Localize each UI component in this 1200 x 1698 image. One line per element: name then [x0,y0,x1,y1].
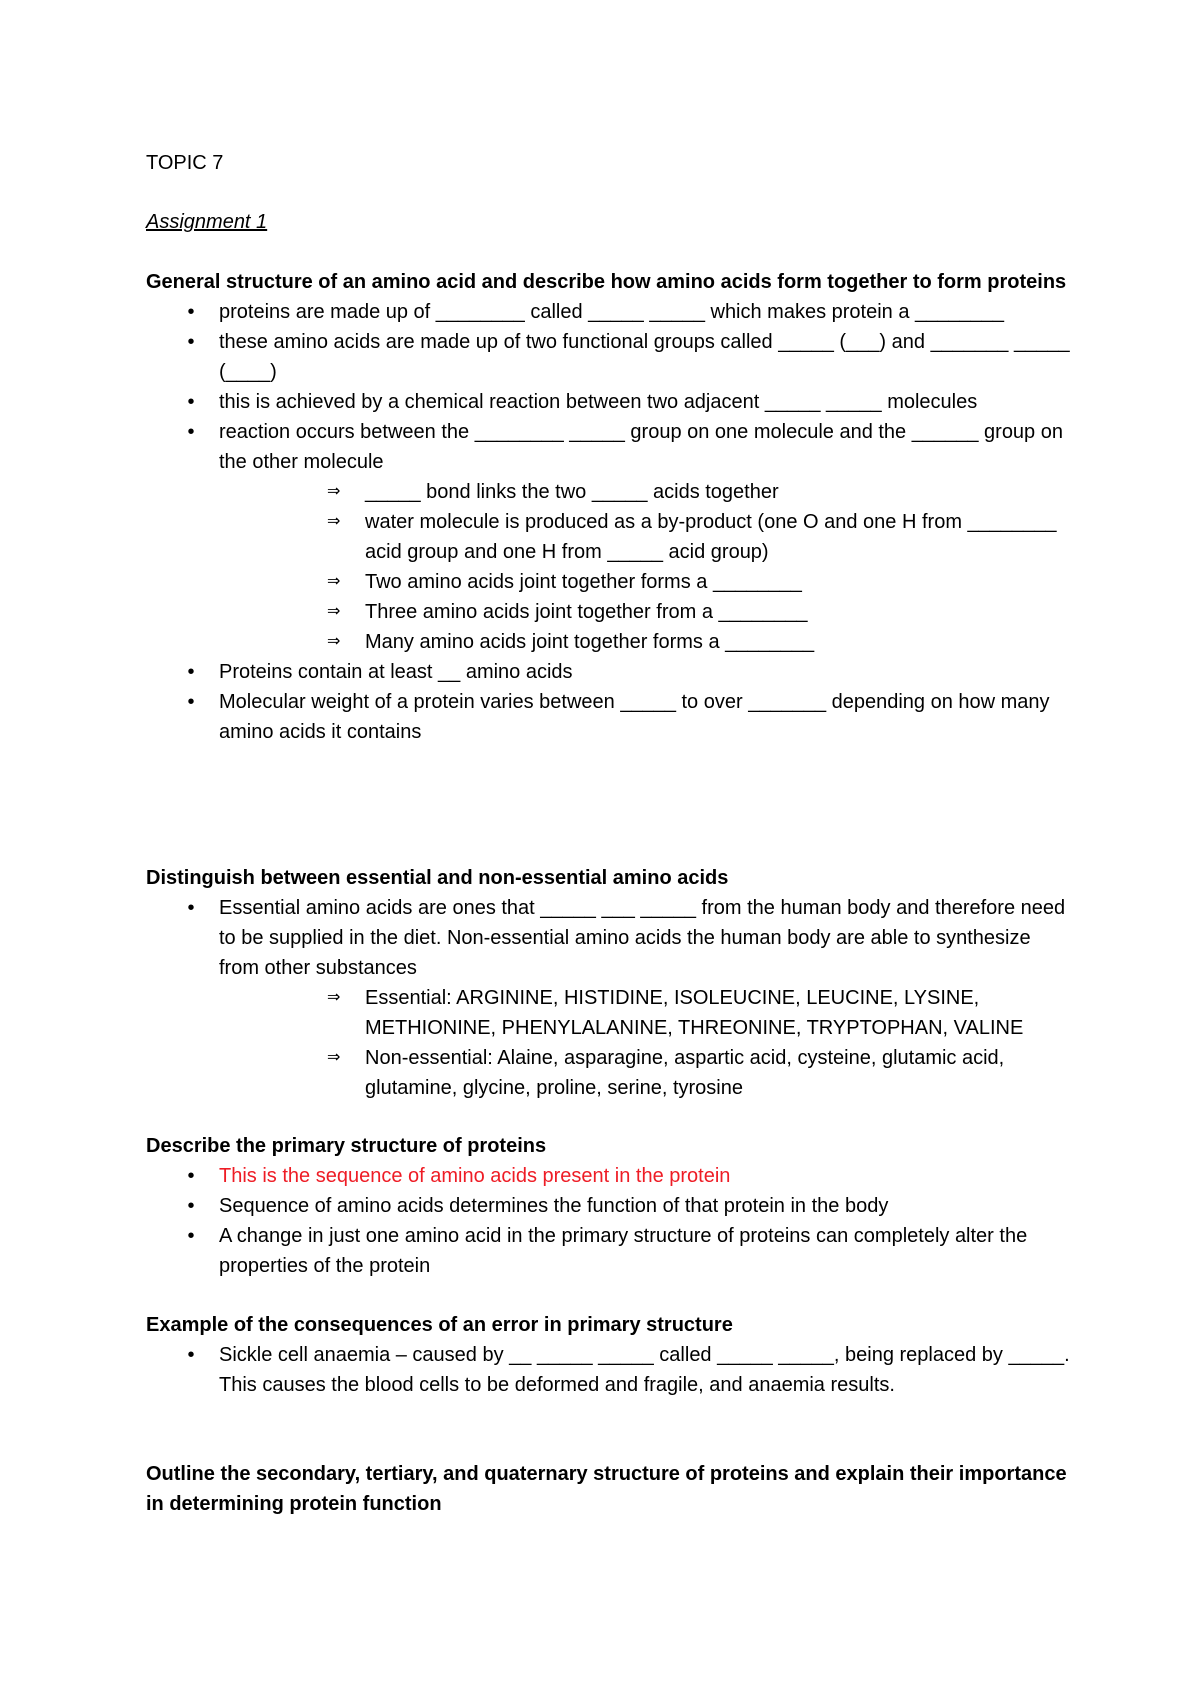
section-primary-structure [146,1131,1076,1281]
arrow-icon: ⇒ [327,989,341,1006]
bullet-icon: • [187,897,195,919]
sub-list-item-text: Essential: ARGININE, HISTIDINE, ISOLEUCINE, LEUCINE, LYSINE, METHIONINE, PHENYLALANINE, THREONINE, TRYPTOPHAN, VALINE [365,987,1024,1039]
list-item-text: A change in just one amino acid in the primary structure of proteins can completely alter the properties of the protein [219,1225,1028,1277]
bullet-icon: • [187,1195,195,1217]
list-item [146,657,1076,687]
arrow-icon: ⇒ [327,633,341,650]
arrow-icon: ⇒ [327,483,341,500]
topic-title: TOPIC 7 [146,152,224,174]
assignment-title: Assignment 1 [146,211,268,233]
section-primary-structure-error [146,1310,1076,1400]
section-heading: Describe the primary structure of proteins [146,1135,547,1157]
bullet-list [146,657,1076,747]
sub-list-item [146,597,1076,627]
list-item [146,1340,1076,1400]
arrow-icon: ⇒ [327,1049,341,1066]
list-item [146,1191,1076,1221]
list-item-text: proteins are made up of ________ called _____ _____ which makes protein a ________ [219,301,1005,323]
section-higher-structures [146,1459,1076,1519]
list-item-highlighted [146,1161,1076,1191]
arrow-icon: ⇒ [327,603,341,620]
list-item-text: Molecular weight of a protein varies between _____ to over _______ depending on how many amino acids it contains [219,691,1050,743]
sub-list-item-text: Two amino acids joint together forms a ________ [365,571,802,593]
list-item [146,297,1076,327]
list-item-text: Proteins contain at least __ amino acids [219,661,573,683]
sub-list-item [146,567,1076,597]
list-item [146,893,1076,983]
bullet-icon: • [187,331,195,353]
list-item-text: these amino acids are made up of two functional groups called _____ (___) and _______ _____ (____) [219,331,1070,383]
sub-list-item [146,1043,1076,1103]
list-item [146,417,1076,477]
list-item [146,1221,1076,1281]
list-item-text: Sequence of amino acids determines the function of that protein in the body [219,1195,889,1217]
sub-bullet-list [146,983,1076,1103]
section-heading: Outline the secondary, tertiary, and quaternary structure of proteins and explain their importance in determining protein function [146,1463,1067,1515]
list-item-text: This is the sequence of amino acids present in the protein [219,1165,731,1187]
sub-list-item-text: Non-essential: Alaine, asparagine, aspartic acid, cysteine, glutamic acid, glutamine, glycine, proline, serine, tyrosine [365,1047,1005,1099]
sub-list-item [146,627,1076,657]
section-essential-amino-acids [146,863,1076,1103]
bullet-icon: • [187,661,195,683]
list-item-text: Sickle cell anaemia – caused by __ _____ _____ called _____ _____, being replaced by _____. This causes the blood cells to be deformed and fragile, and anaemia results. [219,1344,1070,1396]
list-item [146,387,1076,417]
list-item-text: this is achieved by a chemical reaction between two adjacent _____ _____ molecules [219,391,978,413]
sub-list-item [146,507,1076,567]
bullet-list [146,893,1076,983]
sub-list-item-text: water molecule is produced as a by-product (one O and one H from ________ acid group and one H from _____ acid group) [365,511,1057,563]
bullet-list [146,1340,1076,1400]
bullet-icon: • [187,421,195,443]
bullet-icon: • [187,301,195,323]
section-heading: Distinguish between essential and non-essential amino acids [146,867,729,889]
list-item [146,687,1076,747]
bullet-icon: • [187,391,195,413]
bullet-list [146,1161,1076,1281]
sub-list-item [146,477,1076,507]
section-heading: Example of the consequences of an error in primary structure [146,1314,733,1336]
list-item-text: Essential amino acids are ones that _____ ___ _____ from the human body and therefore need to be supplied in the diet. Non-essential amino acids the human body are able to synthesize from other substances [219,897,1066,979]
list-item [146,327,1076,387]
bullet-icon: • [187,1344,195,1366]
sub-bullet-list [146,477,1076,657]
section-amino-acid-structure [146,267,1076,747]
bullet-list [146,297,1076,477]
bullet-icon: • [187,1225,195,1247]
bullet-icon: • [187,691,195,713]
sub-list-item-text: _____ bond links the two _____ acids together [365,481,779,503]
arrow-icon: ⇒ [327,573,341,590]
sub-list-item-text: Three amino acids joint together from a ________ [365,601,808,623]
list-item-text: reaction occurs between the ________ _____ group on one molecule and the ______ group on the other molecule [219,421,1063,473]
section-heading: General structure of an amino acid and describe how amino acids form together to form proteins [146,271,1067,293]
bullet-icon: • [187,1165,195,1187]
sub-list-item [146,983,1076,1043]
sub-list-item-text: Many amino acids joint together forms a ________ [365,631,815,653]
arrow-icon: ⇒ [327,513,341,530]
